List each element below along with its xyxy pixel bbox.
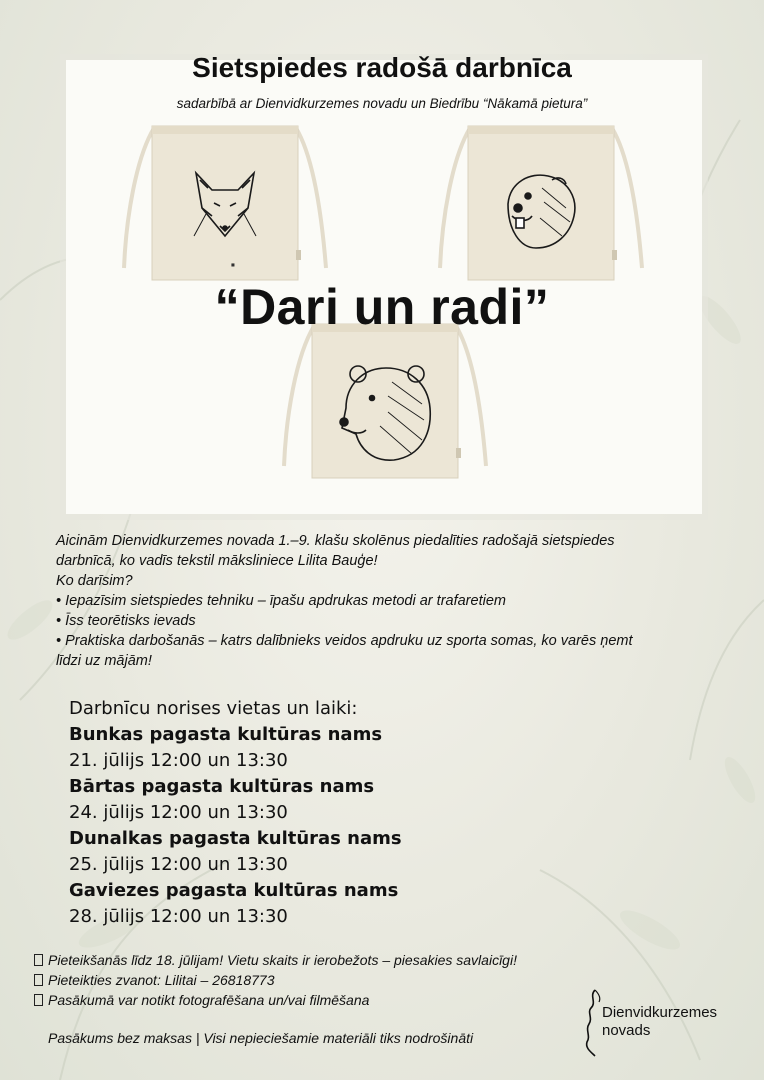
intro-bullet: • Iepazīsim sietspiedes tehniku – īpašu apdrukas metodi ar trafaretiem <box>56 593 506 609</box>
intro-bullet: • Praktiska darbošanās – katrs dalībnieks veidos apdruku uz sporta somas, ko varēs ņemt <box>56 633 633 649</box>
intro-line: darbnīcā, ko vadīs tekstil māksliniece Lilita Bauģe! <box>56 553 378 569</box>
region-outline-icon <box>583 988 603 1058</box>
note-item <box>34 970 674 990</box>
note-item <box>34 990 674 1010</box>
schedule-place: Bunkas pagasta kultūras nams <box>69 724 383 745</box>
logo-line: Dienvidkurzemes <box>602 1004 718 1021</box>
schedule-place: Gaviezes pagasta kultūras nams <box>69 880 399 901</box>
intro-text <box>56 531 716 671</box>
municipality-logo <box>583 988 753 1058</box>
notes <box>34 950 674 1010</box>
missing-glyph-icon <box>34 994 43 1006</box>
schedule-time: 28. jūlijs 12:00 un 13:30 <box>69 906 288 927</box>
note-text: Pieteikšanās līdz 18. jūlijam! Vietu skaits ir ierobežots – piesakies savlaicīgi! <box>48 952 517 968</box>
missing-glyph-icon <box>34 954 43 966</box>
schedule-time: 25. jūlijs 12:00 un 13:30 <box>69 854 288 875</box>
intro-bullet: • Īss teorētisks ievads <box>56 613 196 629</box>
schedule-time: 24. jūlijs 12:00 un 13:30 <box>69 802 288 823</box>
headline: “Dari un radi” <box>214 279 550 335</box>
footer-note: Pasākums bez maksas | Visi nepieciešamie materiāli tiks nodrošināti <box>48 1030 474 1046</box>
intro-bullet-continued: līdzi uz mājām! <box>56 653 152 669</box>
beaver-bag <box>432 118 650 288</box>
intro-question: Ko darīsim? <box>56 573 133 589</box>
svg-text:■: ■ <box>231 262 235 267</box>
schedule-place: Dunalkas pagasta kultūras nams <box>69 828 402 849</box>
schedule-heading: Darbnīcu norises vietas un laiki: <box>69 698 358 719</box>
intro-line: Aicinām Dienvidkurzemes novada 1.–9. klašu skolēnus piedalīties radošajā sietspiedes <box>56 533 615 549</box>
note-text: Pasākumā var notikt fotografēšana un/vai filmēšana <box>48 992 370 1008</box>
note-item <box>34 950 674 970</box>
logo-line: novads <box>602 1022 651 1039</box>
note-text: Pieteikties zvanot: Lilitai – 26818773 <box>48 972 275 988</box>
schedule-place: Bārtas pagasta kultūras nams <box>69 776 375 797</box>
bear-bag <box>276 316 494 486</box>
poster-subtitle: sadarbībā ar Dienvidkurzemes novadu un Biedrību “Nākamā pietura” <box>176 96 588 111</box>
schedule-time: 21. jūlijs 12:00 un 13:30 <box>69 750 288 771</box>
missing-glyph-icon <box>34 974 43 986</box>
schedule <box>69 696 569 930</box>
poster-title: Sietspiedes radošā darbnīca <box>192 52 572 83</box>
fox-bag <box>116 118 334 288</box>
